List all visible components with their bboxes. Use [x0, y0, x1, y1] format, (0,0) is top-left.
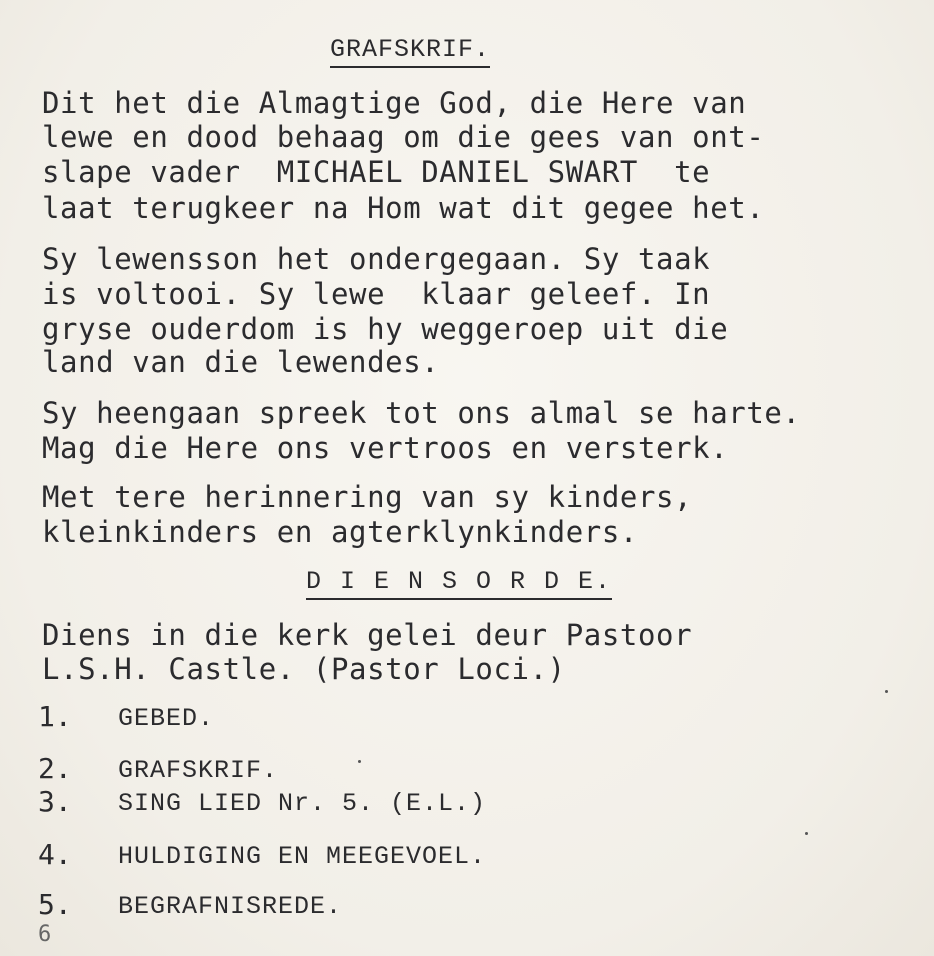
item-label: GRAFSKRIF. — [118, 756, 279, 785]
paper-speck — [358, 760, 361, 763]
paragraph-line: gryse ouderdom is hy weggeroep uit die — [42, 312, 729, 346]
paper-speck — [805, 832, 808, 835]
item-label: HULDIGING EN MEEGEVOEL. — [118, 842, 487, 871]
paragraph-line: Dit het die Almagtige God, die Here van — [42, 86, 747, 120]
paragraph-line: Sy lewensson het ondergegaan. Sy taak — [42, 242, 711, 276]
item-number: 2. — [38, 752, 72, 785]
section-title: D I E N S O R D E. — [306, 568, 612, 600]
item-number: 5. — [38, 888, 72, 921]
paragraph-line: slape vader MICHAEL DANIEL SWART te — [42, 155, 711, 189]
paragraph-line: kleinkinders en agterklynkinders. — [42, 515, 638, 549]
item-label: SING LIED Nr. 5. (E.L.) — [118, 789, 487, 818]
item-label: BEGRAFNISREDE. — [118, 892, 343, 921]
paragraph-line: Met tere herinnering van sy kinders, — [42, 480, 693, 514]
item-label: GEBED. — [118, 704, 215, 733]
cutoff-text-remnant — [118, 926, 348, 932]
paragraph-line: Mag die Here ons vertroos en versterk. — [42, 431, 729, 465]
service-intro-line: L.S.H. Castle. (Pastor Loci.) — [42, 652, 566, 686]
paper-speck — [885, 690, 888, 693]
item-number: 3. — [38, 785, 72, 818]
paragraph-line: Sy heengaan spreek tot ons almal se harte. — [42, 396, 801, 430]
document-title: GRAFSKRIF. — [330, 36, 490, 68]
item-number: 1. — [38, 700, 72, 733]
item-number: 6 — [38, 922, 52, 947]
paragraph-line: lewe en dood behaag om die gees van ont- — [42, 120, 765, 154]
paragraph-line: land van die lewendes. — [42, 345, 440, 379]
paragraph-line: is voltooi. Sy lewe klaar geleef. In — [42, 277, 711, 311]
paragraph-line: laat terugkeer na Hom wat dit gegee het. — [42, 191, 765, 225]
service-intro-line: Diens in die kerk gelei deur Pastoor — [42, 618, 693, 652]
item-number: 4. — [38, 838, 72, 871]
